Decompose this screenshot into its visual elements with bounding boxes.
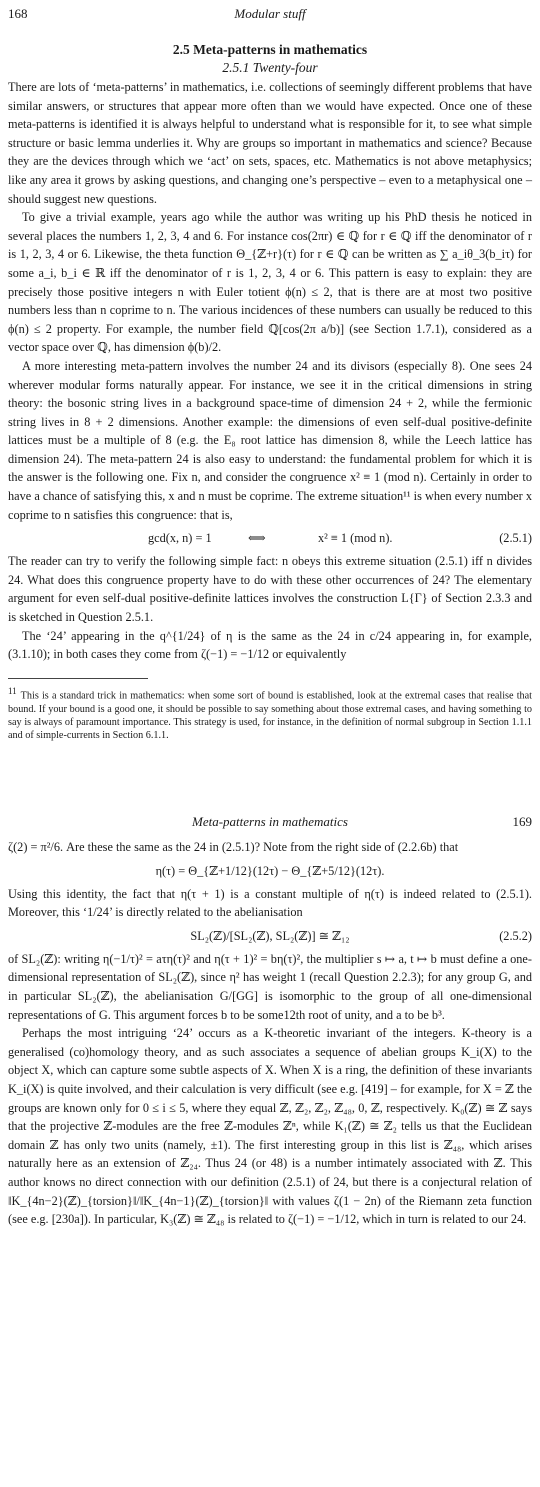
page-number: 169 <box>512 814 532 829</box>
equation-tag: (2.5.1) <box>499 531 532 546</box>
page-169 <box>8 808 532 1229</box>
equation-text: η(τ) = Θ_{ℤ+1/12}(12τ) − Θ_{ℤ+5/12}(12τ). <box>155 863 385 878</box>
running-title: Meta-patterns in mathematics <box>192 814 348 829</box>
equation-2-5-2 <box>8 922 532 950</box>
paragraph: A more interesting meta-pattern involves the number 24 and its divisors (especially 8). One sees 24 wherever modular forms naturally appear. For instance, we see it in the critical dimensions in string theory: the bosonic string lives in a background space-time of dimension 24 + 2, while the fermionic string lives in 8 + 2 dimensions. Another example: the dimensions of even self-dual positive-definite lattices must be a multiple of 8 (e.g. the E₈ root lattice has dimension 8, while the Leech lattice has dimension 24). The meta-pattern 24 is also easy to understand: the fundamental problem for which it is the answer is the following one. Fix n, and consider the congruence x² ≡ 1 (mod n). Certainly in order to have a chance of satisfying this, x and n must be coprime. The extreme situation¹¹ is when every number x coprime to n satisfies this congruence: that is, <box>8 358 532 522</box>
body-text <box>8 838 532 857</box>
running-header <box>8 0 532 22</box>
paragraph: To give a trivial example, years ago while the author was writing up his PhD thesis he noticed in several places the numbers 1, 2, 3, 4 and 6. For instance cos(2πr) ∈ ℚ for r ∈ ℚ iff the denominator of r is 1, 2, 3, 4 or 6. Likewise, the theta function Θ_{ℤ+r}(τ) for r ∈ ℚ can be written as ∑ a_iθ_3(b_iτ) for some a_i, b_i ∈ ℝ iff the denominator of r is 1, 2, 3, 4 or 6. This pattern is easy to explain: they are precisely those positive integers n with Euler totient ϕ(n) ≤ 2, that is there are at most two positive numbers less than n coprime to n. The various incidences of these numbers can usually be reduced to this ϕ(n) ≤ 2 property. For example, the number field ℚ[cos(2π a/b)] (see Section 1.7.1), considered as a vector space over ℚ, has dimension ϕ(b)/2. <box>8 210 532 355</box>
equation-lhs: gcd(x, n) = 1 <box>148 531 212 546</box>
equation-text: SL₂(ℤ)/[SL₂(ℤ), SL₂(ℤ)] ≅ ℤ₁₂ <box>190 928 350 943</box>
page-number: 168 <box>8 6 28 21</box>
subsection-heading: 2.5.1 Twenty-four <box>222 60 318 75</box>
paragraph: The reader can try to verify the following simple fact: n obeys this extreme situation (2.5.1) iff n divides 24. What does this congruence property have to do with these other occurrences of 24? The elementary argument for even self-dual positive-definite lattices involves the construction L{Γ} of Section 2.3.3 and is sketched in Question 2.5.1. <box>8 554 532 625</box>
footnote <box>8 685 532 743</box>
paragraph: There are lots of ‘meta-patterns’ in mathematics, i.e. collections of seemingly different problems that have similar answers, or structures that appear more often than we would have expected. Once one of these meta-patterns is identified it is always helpful to understand what is responsible for it, to see what simple structure or basic lemma underlies it. Why are groups so important in mathematics and science? Because they are the devices through which we ‘act’ on sets, spaces, etc. Mathematics is not above metaphysics; like any area it grows by asking questions, and changing one’s perspective – even to a metaphysical one – should suggest new questions. <box>8 80 532 206</box>
body-text <box>8 885 532 922</box>
equation-rhs: x² ≡ 1 (mod n). <box>318 531 393 546</box>
equation-arrow: ⟺ <box>248 531 266 546</box>
body-text <box>8 950 532 1229</box>
equation-2-5-1 <box>8 524 532 552</box>
footnote-text: This is a standard trick in mathematics: when some sort of bound is established, look at the extremal cases that realise that bound. If your bound is a good one, it should be possible to say something about those extremal cases, and having something to say is always of paramount importance. This strategy is used, for instance, in the definition of normal subgroup in Section 1.1.1 and of simple-currents in Section 6.1.1. <box>8 690 532 742</box>
paragraph: of SL₂(ℤ): writing η(−1/τ)² = aτη(τ)² and η(τ + 1)² = bη(τ)², the multiplier s ↦ a, t ↦ b must define a one-dimensional representation of SL₂(ℤ), since η² has weight 1 (recall Question 2.2.3); for any group G, and in particular SL₂(ℤ), the abelianisation G/[GG] is isomorphic to the group of all one-dimensional representations of G. This argument forces b to be some12th root of unity, and a to be b³. <box>8 951 532 1022</box>
equation-tag: (2.5.2) <box>499 928 532 943</box>
page-168 <box>8 0 532 743</box>
equation-eta <box>8 857 532 885</box>
running-title: Modular stuff <box>234 6 306 21</box>
running-header <box>8 808 532 830</box>
paragraph: Perhaps the most intriguing ‘24’ occurs as a K-theoretic invariant of the integers. K-theory is a generalised (co)homology theory, and as such associates a sequence of abelian groups K_i(X) to the object X, which can capture some subtle aspects of X. When X is a ring, the definition of these invariants K_i(X) is quite involved, and their calculation is very difficult (see e.g. [419] – for example, for X = ℤ the groups are known only for 0 ≤ i ≤ 5, where they equal ℤ, ℤ₂, ℤ₂, ℤ₄₈, 0, ℤ, respectively. K₀(ℤ) ≅ ℤ says that the projective ℤ-modules are the free ℤ-modules ℤⁿ, while K₁(ℤ) ≅ ℤ₂ tells us that the Euclidean domain ℤ has only two units (namely, ±1). The first interesting group in this list is ℤ₄₈, which arises naturally here as an extension of ℤ₂₄. Thus 24 (or 48) is a number intimately associated with ℤ. This author knows no direct connection with our definition (2.5.1) of 24, but there is a conjectural relation of ‖K_{4n−2}(ℤ)_{torsion}‖/‖K_{4n−1}(ℤ)_{torsion}‖ with values ζ(1 − 2n) of the Riemann zeta function (see e.g. [230a]). In particular, K₃(ℤ) ≅ ℤ₄₈ is related to ζ(−1) = −1/12, which in turn is related to our 24. <box>8 1026 532 1227</box>
paragraph: ζ(2) = π²/6. Are these the same as the 24 in (2.5.1)? Note from the right side of (2.2.6b) that <box>8 840 459 854</box>
section-heading: 2.5 Meta-patterns in mathematics <box>172 42 368 57</box>
paragraph: Using this identity, the fact that η(τ + 1) is a constant multiple of η(τ) is indeed related to (2.5.1). Moreover, this ‘1/24’ is directly related to the abelianisation <box>8 886 532 920</box>
footnote-rule <box>8 678 148 679</box>
body-text <box>8 552 532 664</box>
body-text <box>8 78 532 524</box>
footnote-mark: 11 <box>8 685 17 696</box>
paragraph: The ‘24’ appearing in the q^{1/24} of η is the same as the 24 in c/24 appearing in, for example, (3.1.10); in both cases they come from ζ(−1) = −1/12 or equivalently <box>8 628 532 662</box>
